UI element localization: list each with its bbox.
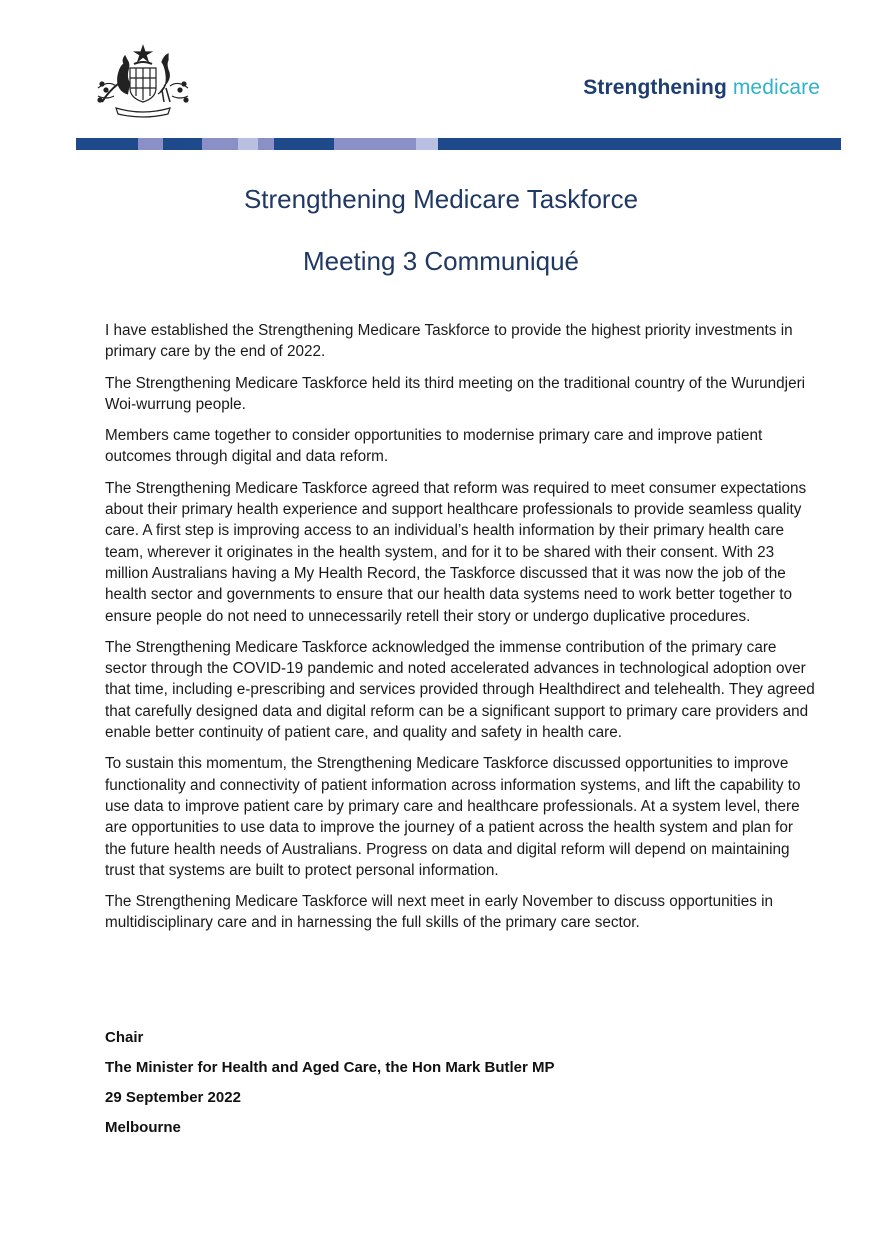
- paragraph: The Strengthening Medicare Taskforce held its third meeting on the traditional country of the Wurundjeri Woi-wurrung people.: [105, 374, 806, 413]
- signoff-role: Chair: [105, 1029, 144, 1046]
- paragraph: The Strengthening Medicare Taskforce agreed that reform was required to meet consumer expectations about their primary health experience and support healthcare professionals to provide seamless quality care. A first step is improving access to an individual’s health information by their primary health care team, wherever it originates in the health system, and for it to be shared with their consent. With 23 million Australians having a My Health Record, the Taskforce discussed that it was now the job of the health sector and governments to ensure that our health data systems need to work better together to ensure people do not need to unnecessarily retell their story or undergo duplicative procedures.: [105, 479, 807, 625]
- paragraph: To sustain this momentum, the Strengthening Medicare Taskforce discussed opportunities to improve functionality and connectivity of patient information across information systems, and lift the capability to use data to improve patient care by primary care and healthcare professionals. At a system level, there are opportunities to use data to improve the journey of a patient across the health system and plan for the future health needs of Australians. Progress on data and digital reform will depend on maintaining trust that systems are built to protect personal information.: [105, 755, 801, 879]
- paragraph: I have established the Strengthening Medicare Taskforce to provide the highest priority investments in primary care by the end of 2022.: [105, 322, 793, 361]
- signoff-date: 29 September 2022: [105, 1089, 241, 1106]
- paragraph: Members came together to consider opportunities to modernise primary care and improve patient outcomes through digital and data reform.: [105, 427, 763, 466]
- paragraph: The Strengthening Medicare Taskforce will next meet in early November to discuss opportunities in multidisciplinary care and in harnessing the full skills of the primary care sector.: [105, 893, 774, 932]
- brand-light-text: medicare: [732, 76, 820, 99]
- page-title: Strengthening Medicare Taskforce: [243, 184, 639, 214]
- signoff-block: [105, 1028, 555, 1148]
- header-band: [76, 137, 841, 149]
- signoff-name: The Minister for Health and Aged Care, the Hon Mark Butler MP: [105, 1059, 555, 1076]
- communique-body: [105, 320, 817, 944]
- strengthening-medicare-logo: [583, 76, 820, 100]
- paragraph: The Strengthening Medicare Taskforce acknowledged the immense contribution of the primary care sector through the COVID-19 pandemic and noted accelerated advances in technological adoption over that time, including e-prescribing and services provided through Healthdirect and telehealth. They agreed that carefully designed data and digital reform can be a significant support to primary care providers and enable better continuity of patient care, and quality and safety in health care.: [105, 638, 815, 742]
- commonwealth-coat-of-arms-icon: [94, 44, 192, 120]
- page-subtitle: Meeting 3 Communiqué: [302, 246, 580, 276]
- signoff-place: Melbourne: [105, 1119, 181, 1136]
- brand-strong-text: Strengthening: [583, 76, 727, 99]
